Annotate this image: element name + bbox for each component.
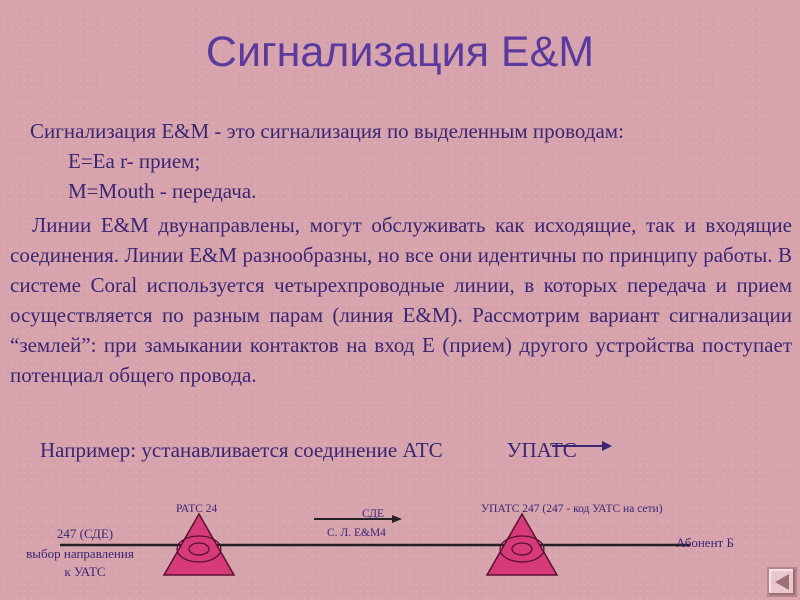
back-nav-button[interactable] <box>767 567 797 597</box>
pats-label: РАТС 24 <box>176 503 218 515</box>
triangle-left-icon <box>772 572 792 592</box>
direction-arrow-head <box>392 515 402 523</box>
example-prefix: Например: устанавливается соединение АТС <box>40 438 443 462</box>
abonent-label: Абонент Б <box>676 535 734 550</box>
e-line-text: E=Ea r- прием; <box>68 149 201 173</box>
left-label-line1: 247 (СДЕ) <box>56 526 114 541</box>
arrow-label-bottom: С. Л. E&M4 <box>327 527 386 539</box>
slide-title: Сигнализация E&M <box>205 28 595 76</box>
body-paragraph: Линии E&M двунаправлены, могут обслуживать как исходящие, так и входящие соединения. Линии E&M разнообразны, но все они идентичны по принципу работы. В системе Coral используется четырехпроводные линии, в которых передача и прием осуществляется по разным парам (линия E&M). Рассмотрим вариант сигнализации “землей”: при замыкании контактов на вход E (прием) другого устройства поступает потенциал общего провода. <box>10 213 792 387</box>
left-label-line3: к УАТС <box>64 564 106 579</box>
m-line-text: M=Mouth - передача. <box>68 179 257 203</box>
arrow-label-top: СДЕ <box>362 508 384 520</box>
upats-label: УПАТС 247 (247 - код УАТС на сети) <box>481 503 663 515</box>
example-target: УПАТС <box>506 438 577 462</box>
left-label-line2: выбор направления <box>26 546 134 561</box>
definition-text: Сигнализация E&M - это сигнализация по выделенным проводам: <box>30 119 624 143</box>
